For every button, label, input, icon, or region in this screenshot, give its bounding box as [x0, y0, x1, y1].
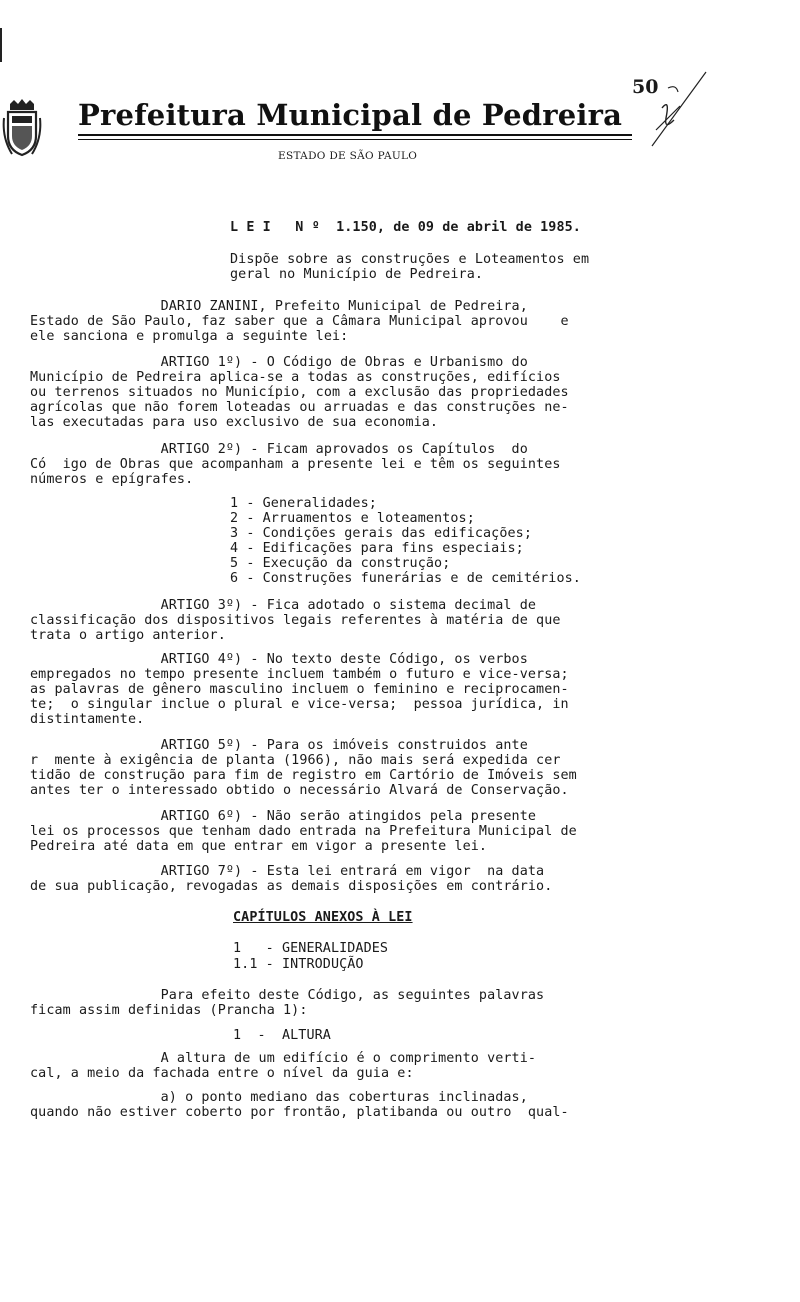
intro-line: Para efeito deste Código, as seguintes palavras: [30, 988, 545, 1003]
article-line: Município de Pedreira aplica-se a todas as construções, edifícios: [30, 370, 561, 385]
article-line: te; o singular inclue o plural e vice-versa; pessoa jurídica, in: [30, 697, 569, 712]
article-line: ARTIGO 2º) - Ficam aprovados os Capítulos do: [30, 442, 528, 457]
chapter-item: 1 - Generalidades;: [230, 496, 377, 511]
ementa: [230, 252, 670, 282]
article-2: [30, 442, 690, 487]
scan-edge-mark: [0, 28, 2, 62]
altura-line: cal, a meio da fachada entre o nível da guia e:: [30, 1066, 414, 1081]
item-a-line: a) o ponto mediano das coberturas inclinadas,: [30, 1090, 528, 1105]
preamble-line: Estado de São Paulo, faz saber que a Câmara Municipal aprovou e: [30, 314, 569, 329]
article-line: tidão de construção para fim de registro em Cartório de Imóveis sem: [30, 768, 577, 783]
chapter-item: 3 - Condições gerais das edificações;: [230, 526, 532, 541]
header-rule-thin: [78, 139, 632, 140]
article-line: antes ter o interessado obtido o necessário Alvará de Conservação.: [30, 783, 569, 798]
article-3: [30, 598, 690, 643]
chapter-item: 2 - Arruamentos e loteamentos;: [230, 511, 475, 526]
intro-paragraph: [30, 988, 690, 1018]
article-line: classificação dos dispositivos legais referentes à matéria de que: [30, 613, 561, 628]
ementa-line: Dispõe sobre as construções e Loteamentos em: [230, 252, 590, 267]
article-line: empregados no tempo presente incluem também o futuro e vice-versa;: [30, 667, 569, 682]
altura-line: A altura de um edifício é o comprimento verti-: [30, 1051, 537, 1066]
law-title: L E I N º 1.150, de 09 de abril de 1985.: [230, 220, 581, 235]
chapter-item: 6 - Construções funerárias e de cemitérios.: [230, 571, 581, 586]
article-line: números e epígrafes.: [30, 472, 194, 487]
annex-heading: CAPÍTULOS ANEXOS À LEI: [233, 910, 413, 925]
section-1-1-heading: 1.1 - INTRODUÇÃO: [233, 957, 364, 972]
article-line: Có igo de Obras que acompanham a presente lei e têm os seguintes: [30, 457, 561, 472]
article-line: de sua publicação, revogadas as demais disposições em contrário.: [30, 879, 553, 894]
preamble: [30, 299, 690, 344]
item-altura-heading: 1 - ALTURA: [233, 1028, 331, 1043]
section-1-heading: 1 - GENERALIDADES: [233, 941, 389, 956]
article-line: ARTIGO 6º) - Não serão atingidos pela presente: [30, 809, 537, 824]
intro-line: ficam assim definidas (Prancha 1):: [30, 1003, 308, 1018]
article-line: ARTIGO 1º) - O Código de Obras e Urbanismo do: [30, 355, 528, 370]
chapter-item: 4 - Edificações para fins especiais;: [230, 541, 524, 556]
article-line: lei os processos que tenham dado entrada na Prefeitura Municipal de: [30, 824, 577, 839]
chapter-item: 5 - Execução da construção;: [230, 556, 451, 571]
page-number: 50: [632, 76, 659, 98]
article-line: las executadas para uso exclusivo de sua economia.: [30, 415, 439, 430]
preamble-line: DARIO ZANINI, Prefeito Municipal de Pedreira,: [30, 299, 528, 314]
article-line: trata o artigo anterior.: [30, 628, 226, 643]
municipal-crest-icon: [2, 98, 42, 158]
article-line: ARTIGO 5º) - Para os imóveis construidos ante: [30, 738, 528, 753]
article-line: ou terrenos situados no Município, com a exclusão das propriedades: [30, 385, 569, 400]
article-line: ARTIGO 3º) - Fica adotado o sistema decimal de: [30, 598, 537, 613]
item-a-paragraph: [30, 1090, 690, 1120]
article-line: as palavras de gênero masculino incluem o feminino e reciprocamen-: [30, 682, 569, 697]
article-7: [30, 864, 690, 894]
handwritten-initials-icon: [640, 68, 710, 148]
item-a-line: quando não estiver coberto por frontão, platibanda ou outro qual-: [30, 1105, 569, 1120]
article-1: [30, 355, 690, 430]
article-line: distintamente.: [30, 712, 145, 727]
article-line: ARTIGO 4º) - No texto deste Código, os verbos: [30, 652, 528, 667]
article-line: ARTIGO 7º) - Esta lei entrará em vigor na data: [30, 864, 545, 879]
chapter-list: [230, 496, 670, 586]
article-line: agrícolas que não forem loteadas ou arruadas e das construções ne-: [30, 400, 569, 415]
article-4: [30, 652, 690, 727]
org-title: Prefeitura Municipal de Pedreira: [78, 98, 623, 132]
header-rule: [78, 134, 632, 136]
ementa-line: geral no Município de Pedreira.: [230, 267, 484, 282]
state-name: ESTADO DE SÃO PAULO: [278, 150, 418, 162]
article-6: [30, 809, 690, 854]
article-line: Pedreira até data em que entrar em vigor a presente lei.: [30, 839, 488, 854]
altura-paragraph: [30, 1051, 690, 1081]
article-5: [30, 738, 690, 798]
preamble-line: ele sanciona e promulga a seguinte lei:: [30, 329, 349, 344]
article-line: r mente à exigência de planta (1966), não mais será expedida cer: [30, 753, 561, 768]
